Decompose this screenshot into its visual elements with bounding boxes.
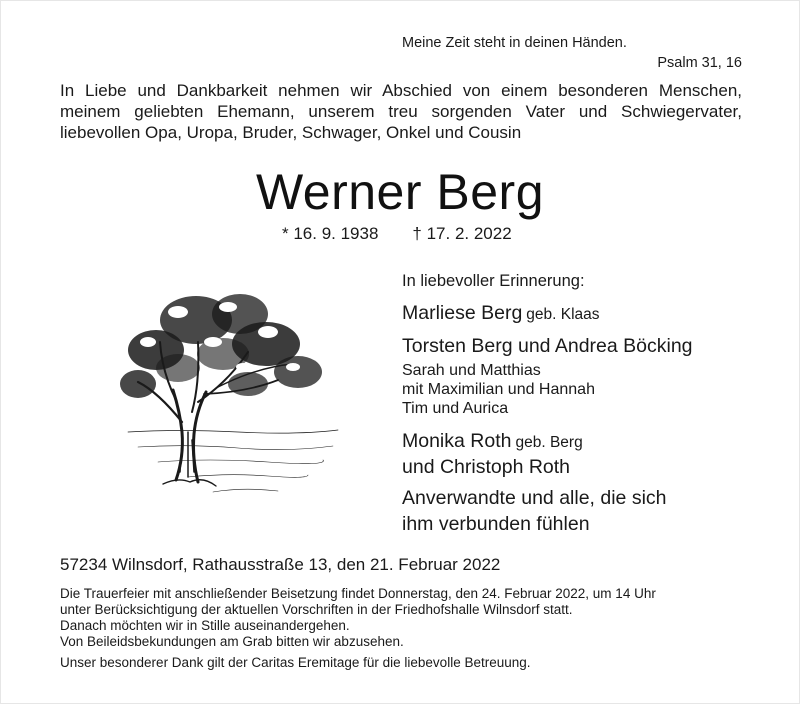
mourner-4: mit Maximilian und Hannah <box>402 381 595 398</box>
intro-line-1: In Liebe und Dankbarkeit nehmen wir Abschied von einem besonderen Menschen, <box>60 81 742 100</box>
tree-illustration <box>118 272 348 517</box>
info-line-2: unter Berücksichtigung der aktuellen Vorschriften in der Friedhofshalle Wilnsdorf statt. <box>60 602 573 617</box>
birth-date: * 16. 9. 1938 <box>282 224 379 243</box>
memory-heading: In liebevoller Erinnerung: <box>402 272 585 290</box>
tree-icon <box>118 272 348 512</box>
mourner-1-birthname: geb. Klaas <box>526 306 600 323</box>
deceased-name: Werner Berg <box>255 164 545 220</box>
mourner-1 <box>402 302 600 325</box>
mourner-2: Torsten Berg und Andrea Böcking <box>402 335 693 357</box>
life-dates <box>282 224 512 244</box>
death-date: † 17. 2. 2022 <box>412 224 512 243</box>
verse-text: Meine Zeit steht in deinen Händen. <box>402 35 627 51</box>
address-line: 57234 Wilnsdorf, Rathausstraße 13, den 21. Februar 2022 <box>60 555 501 574</box>
intro-paragraph <box>60 80 742 143</box>
mourner-6 <box>402 430 583 453</box>
intro-line-2: meinem geliebten Ehemann, unserem treu sorgenden Vater und Schwiegervater, <box>60 102 742 121</box>
mourner-1-name: Marliese Berg <box>402 302 523 324</box>
info-line-3: Danach möchten wir in Stille auseinandergehen. <box>60 618 350 633</box>
thanks-line: Unser besonderer Dank gilt der Caritas Eremitage für die liebevolle Betreuung. <box>60 655 531 670</box>
mourner-6-name: Monika Roth <box>402 430 512 452</box>
mourner-9: ihm verbunden fühlen <box>402 513 590 535</box>
verse-reference: Psalm 31, 16 <box>657 55 742 71</box>
info-line-4: Von Beileidsbekundungen am Grab bitten wir abzusehen. <box>60 634 404 649</box>
mourner-3: Sarah und Matthias <box>402 362 541 379</box>
mourner-6-birthname: geb. Berg <box>515 434 583 451</box>
mourner-8: Anverwandte und alle, die sich <box>402 487 667 509</box>
service-info <box>60 586 656 650</box>
mourner-5: Tim und Aurica <box>402 400 509 417</box>
mourner-7: und Christoph Roth <box>402 456 571 478</box>
info-line-1: Die Trauerfeier mit anschließender Beisetzung findet Donnerstag, den 24. Februar 2022, um 14 Uhr <box>60 586 656 601</box>
intro-line-3: liebevollen Opa, Uropa, Bruder, Schwager, Onkel und Cousin <box>60 123 522 142</box>
